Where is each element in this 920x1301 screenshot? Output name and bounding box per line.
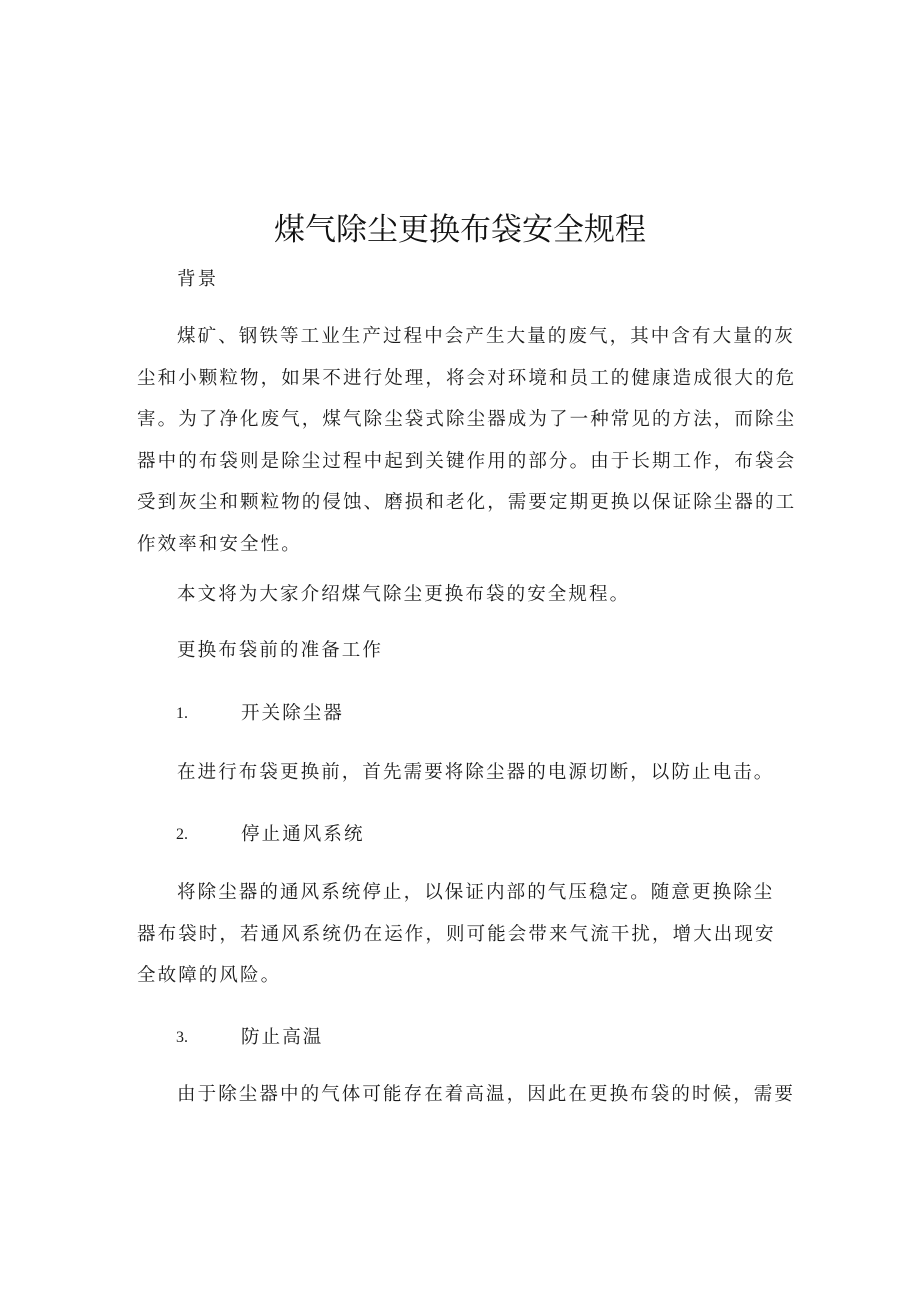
step-2-title: 停止通风系统 bbox=[241, 824, 365, 845]
step-1-title: 开关除尘器 bbox=[241, 703, 345, 724]
background-paragraph: 煤矿、钢铁等工业生产过程中会产生大量的废气，其中含有大量的灰尘和小颗粒物，如果不进行处理，将会对环境和员工的健康造成很大的危害。为了净化废气，煤气除尘袋式除尘器成为了一种常见的方法，而除尘器中的布袋则是除尘过程中起到关键作用的部分。由于长期工作，布袋会受到灰尘和颗粒物的侵蚀、磨损和老化，需要定期更换以保证除尘器的工作效率和安全性。 bbox=[137, 326, 797, 555]
step-3-title: 防止高温 bbox=[241, 1027, 324, 1048]
prep-heading: 更换布袋前的准备工作 bbox=[177, 640, 384, 661]
background-heading: 背景 bbox=[177, 269, 219, 290]
step-1-number: 1. bbox=[176, 705, 188, 722]
intro-paragraph: 本文将为大家介绍煤气除尘更换布袋的安全规程。 bbox=[177, 584, 631, 605]
step-2-body: 将除尘器的通风系统停止，以保证内部的气压稳定。随意更换除尘器布袋时，若通风系统仍在运作，则可能会带来气流干扰，增大出现安全故障的风险。 bbox=[137, 882, 776, 987]
step-3-body: 由于除尘器中的气体可能存在着高温，因此在更换布袋的时候，需要 bbox=[177, 1084, 796, 1105]
document-title: 煤气除尘更换布袋安全规程 bbox=[274, 212, 646, 248]
step-2-number: 2. bbox=[176, 826, 188, 843]
step-1-body: 在进行布袋更换前，首先需要将除尘器的电源切断，以防止电击。 bbox=[177, 762, 775, 783]
step-3-number: 3. bbox=[176, 1029, 188, 1046]
